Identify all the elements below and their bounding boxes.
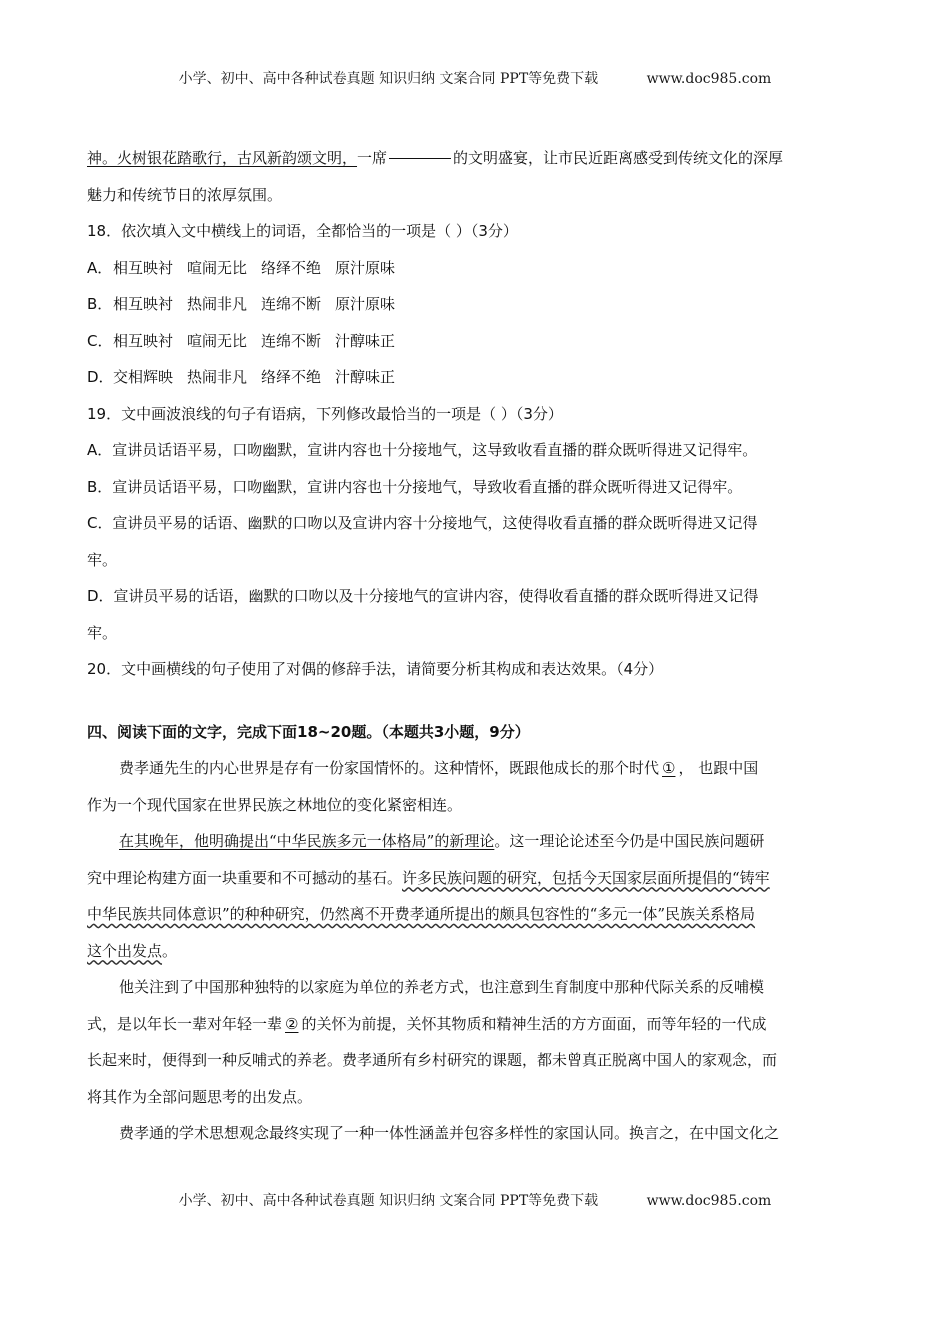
q19-option-d: D．宣讲员平易的话语，幽默的口吻以及十分接地气的宣讲内容，使得收看直播的群众既听得进又记得 (87, 587, 759, 605)
passage-line: 将其作为全部问题思考的出发点。 (87, 1087, 313, 1106)
section-4-title: 四、阅读下面的文字，完成下面18~20题。（本题共3小题，9分） (87, 722, 530, 741)
option-word: 相互映衬 (113, 295, 174, 313)
option-word: 喧闹无比 (187, 331, 248, 350)
passage-line (87, 860, 859, 897)
option-word: 交相辉映 (113, 368, 174, 386)
passage-line (87, 140, 859, 177)
spacer (87, 688, 859, 714)
passage-line (87, 896, 859, 933)
option-word: 原汁原味 (335, 258, 396, 277)
passage-text: 究中理论构建方面一块重要和不可撼动的基石。 (87, 868, 403, 887)
passage-line (87, 1006, 859, 1043)
wavy-underlined-sentence: 许多民族问题的研究，包括今天国家层面所提倡的“铸牢 (402, 868, 770, 887)
blank-marker-1: ① (662, 759, 676, 777)
q18-option-b (87, 286, 859, 323)
passage-text: 的关怀为前提，关怀其物质和精神生活的方方面面，而等年轻的一代成 (301, 1014, 767, 1033)
wavy-underlined-sentence: 这个出发点 (87, 941, 163, 960)
passage-line: 作为一个现代国家在世界民族之林地位的变化紧密相连。 (87, 795, 463, 814)
section4-paragraph-2 (87, 823, 859, 860)
section4-paragraph-1 (87, 750, 859, 787)
option-word: 连绵不断 (261, 331, 322, 350)
passage-line (87, 933, 859, 970)
option-word: 喧闹无比 (187, 258, 248, 277)
option-word: 连绵不断 (261, 295, 322, 313)
underlined-text: 神。 (87, 149, 118, 167)
q19-option-c-cont: 牢。 (87, 550, 118, 569)
blank-marker-2: ② (285, 1014, 299, 1033)
option-word: 汁醇味正 (335, 368, 396, 386)
q19-option-b: B．宣讲员话语平易，口吻幽默，宣讲内容也十分接地气，导致收看直播的群众既听得进又记得牢。 (87, 477, 743, 496)
document-body (87, 140, 859, 1152)
fill-blank (389, 157, 451, 159)
option-label: B． (87, 295, 113, 313)
q18-option-a (87, 250, 859, 287)
q18-option-d (87, 359, 859, 396)
section4-paragraph-3: 他关注到了中国那种独特的以家庭为单位的养老方式，也注意到生育制度中那种代际关系的反哺模 (119, 978, 765, 996)
q19-option-a: A．宣讲员话语平易，口吻幽默，宣讲内容也十分接地气，这导致收看直播的群众既听得进又记得牢。 (87, 441, 758, 459)
passage-text: 。这一理论论述至今仍是中国民族问题研 (494, 832, 765, 850)
option-word: 相互映衬 (113, 258, 174, 277)
underlined-text: 火树银花踏歌行，古风新韵颂文明， (117, 149, 358, 167)
header-url[interactable]: www.doc985.com (646, 71, 772, 87)
option-word: 汁醇味正 (335, 331, 396, 350)
passage-line: 魅力和传统节日的浓厚氛围。 (87, 185, 283, 204)
page-header (0, 68, 950, 88)
passage-text: 一席 (357, 149, 388, 167)
passage-text: 。 (162, 941, 178, 960)
question-19-stem: 19．文中画波浪线的句子有语病，下列修改最恰当的一项是（ ）（3分） (87, 404, 563, 423)
wavy-underlined-sentence: 中华民族共同体意识”的种种研究，仍然离不开费孝通所提出的颇具包容性的“多元一体”民族关系格局 (87, 905, 756, 923)
option-word: 热闹非凡 (187, 295, 248, 313)
option-word: 原汁原味 (335, 295, 396, 313)
page-footer (0, 1190, 950, 1210)
passage-text: 费孝通先生的内心世界是存有一份家国情怀的。这种情怀，既跟他成长的那个时代 (119, 759, 660, 777)
underlined-sentence: 在其晚年，他明确提出“中华民族多元一体格局”的新理论 (119, 832, 495, 850)
footer-url[interactable]: www.doc985.com (646, 1193, 772, 1209)
header-text: 小学、初中、高中各种试卷真题 知识归纳 文案合同 PPT等免费下载 (178, 71, 599, 87)
section4-paragraph-4: 费孝通的学术思想观念最终实现了一种一体性涵盖并包容多样性的家国认同。换言之，在中国文化之 (119, 1124, 780, 1142)
option-word: 络绎不绝 (261, 368, 322, 386)
passage-text: 式，是以年长一辈对年轻一辈 (87, 1014, 283, 1033)
option-word: 相互映衬 (113, 331, 174, 350)
option-label: D． (87, 368, 114, 386)
question-18-stem: 18．依次填入文中横线上的词语，全都恰当的一项是（ ）（3分） (87, 222, 518, 240)
question-20-stem: 20．文中画横线的句子使用了对偶的修辞手法，请简要分析其构成和表达效果。（4分） (87, 660, 664, 678)
option-word: 热闹非凡 (187, 368, 248, 386)
passage-text: ， 也跟中国 (678, 759, 759, 777)
option-word: 络绎不绝 (261, 258, 322, 277)
footer-text: 小学、初中、高中各种试卷真题 知识归纳 文案合同 PPT等免费下载 (178, 1193, 599, 1209)
passage-line: 长起来时，便得到一种反哺式的养老。费孝通所有乡村研究的课题，都未曾真正脱离中国人的家观念，而 (87, 1051, 778, 1069)
q19-option-c: C．宣讲员平易的话语、幽默的口吻以及宣讲内容十分接地气，这使得收看直播的群众既听得进又记得 (87, 514, 758, 532)
q18-option-c (87, 323, 859, 360)
option-label: C． (87, 331, 113, 350)
option-label: A． (87, 258, 113, 277)
q19-option-d-cont: 牢。 (87, 623, 118, 642)
passage-text: 的文明盛宴，让市民近距离感受到传统文化的深厚 (453, 149, 784, 167)
